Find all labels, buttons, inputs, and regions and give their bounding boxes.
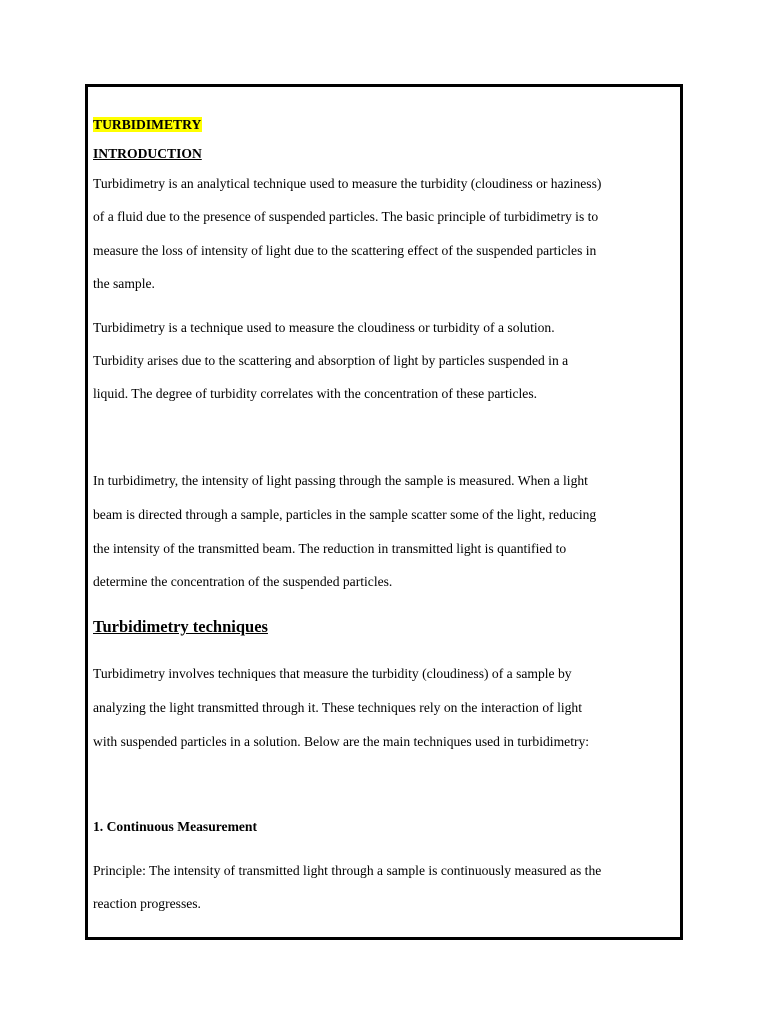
paragraph-line: analyzing the light transmitted through it. These techniques rely on the interaction of light [93, 700, 583, 715]
continuous-measurement-heading: 1. Continuous Measurement [93, 819, 258, 834]
paragraph-line: Turbidity arises due to the scattering and absorption of light by particles suspended in a [93, 353, 569, 368]
paragraph-line: liquid. The degree of turbidity correlates with the concentration of these particles. [93, 386, 538, 401]
paragraph-line: the sample. [93, 276, 155, 291]
paragraph-line: Turbidimetry is a technique used to measure the cloudiness or turbidity of a solution. [93, 320, 555, 335]
paragraph-line: beam is directed through a sample, particles in the sample scatter some of the light, reducing [93, 507, 597, 522]
paragraph-line: with suspended particles in a solution. Below are the main techniques used in turbidimetry: [93, 734, 590, 749]
paragraph-line: reaction progresses. [93, 896, 201, 911]
document-title-line [93, 117, 202, 133]
paragraph-line: Turbidimetry involves techniques that measure the turbidity (cloudiness) of a sample by [93, 666, 572, 681]
paragraph-line: the intensity of the transmitted beam. The reduction in transmitted light is quantified to [93, 541, 567, 556]
paragraph-line: In turbidimetry, the intensity of light passing through the sample is measured. When a light [93, 473, 588, 488]
paragraph-line: Turbidimetry is an analytical technique used to measure the turbidity (cloudiness or haziness) [93, 176, 602, 191]
document-title: TURBIDIMETRY [93, 117, 202, 132]
paragraph-line: Principle: The intensity of transmitted light through a sample is continuously measured as the [93, 863, 602, 878]
paragraph-line: measure the loss of intensity of light due to the scattering effect of the suspended particles in [93, 243, 597, 258]
paragraph-line: of a fluid due to the presence of suspended particles. The basic principle of turbidimetry is to [93, 209, 599, 224]
paragraph-line: determine the concentration of the suspended particles. [93, 574, 393, 589]
techniques-heading: Turbidimetry techniques [93, 617, 268, 636]
introduction-heading: INTRODUCTION [93, 146, 202, 161]
